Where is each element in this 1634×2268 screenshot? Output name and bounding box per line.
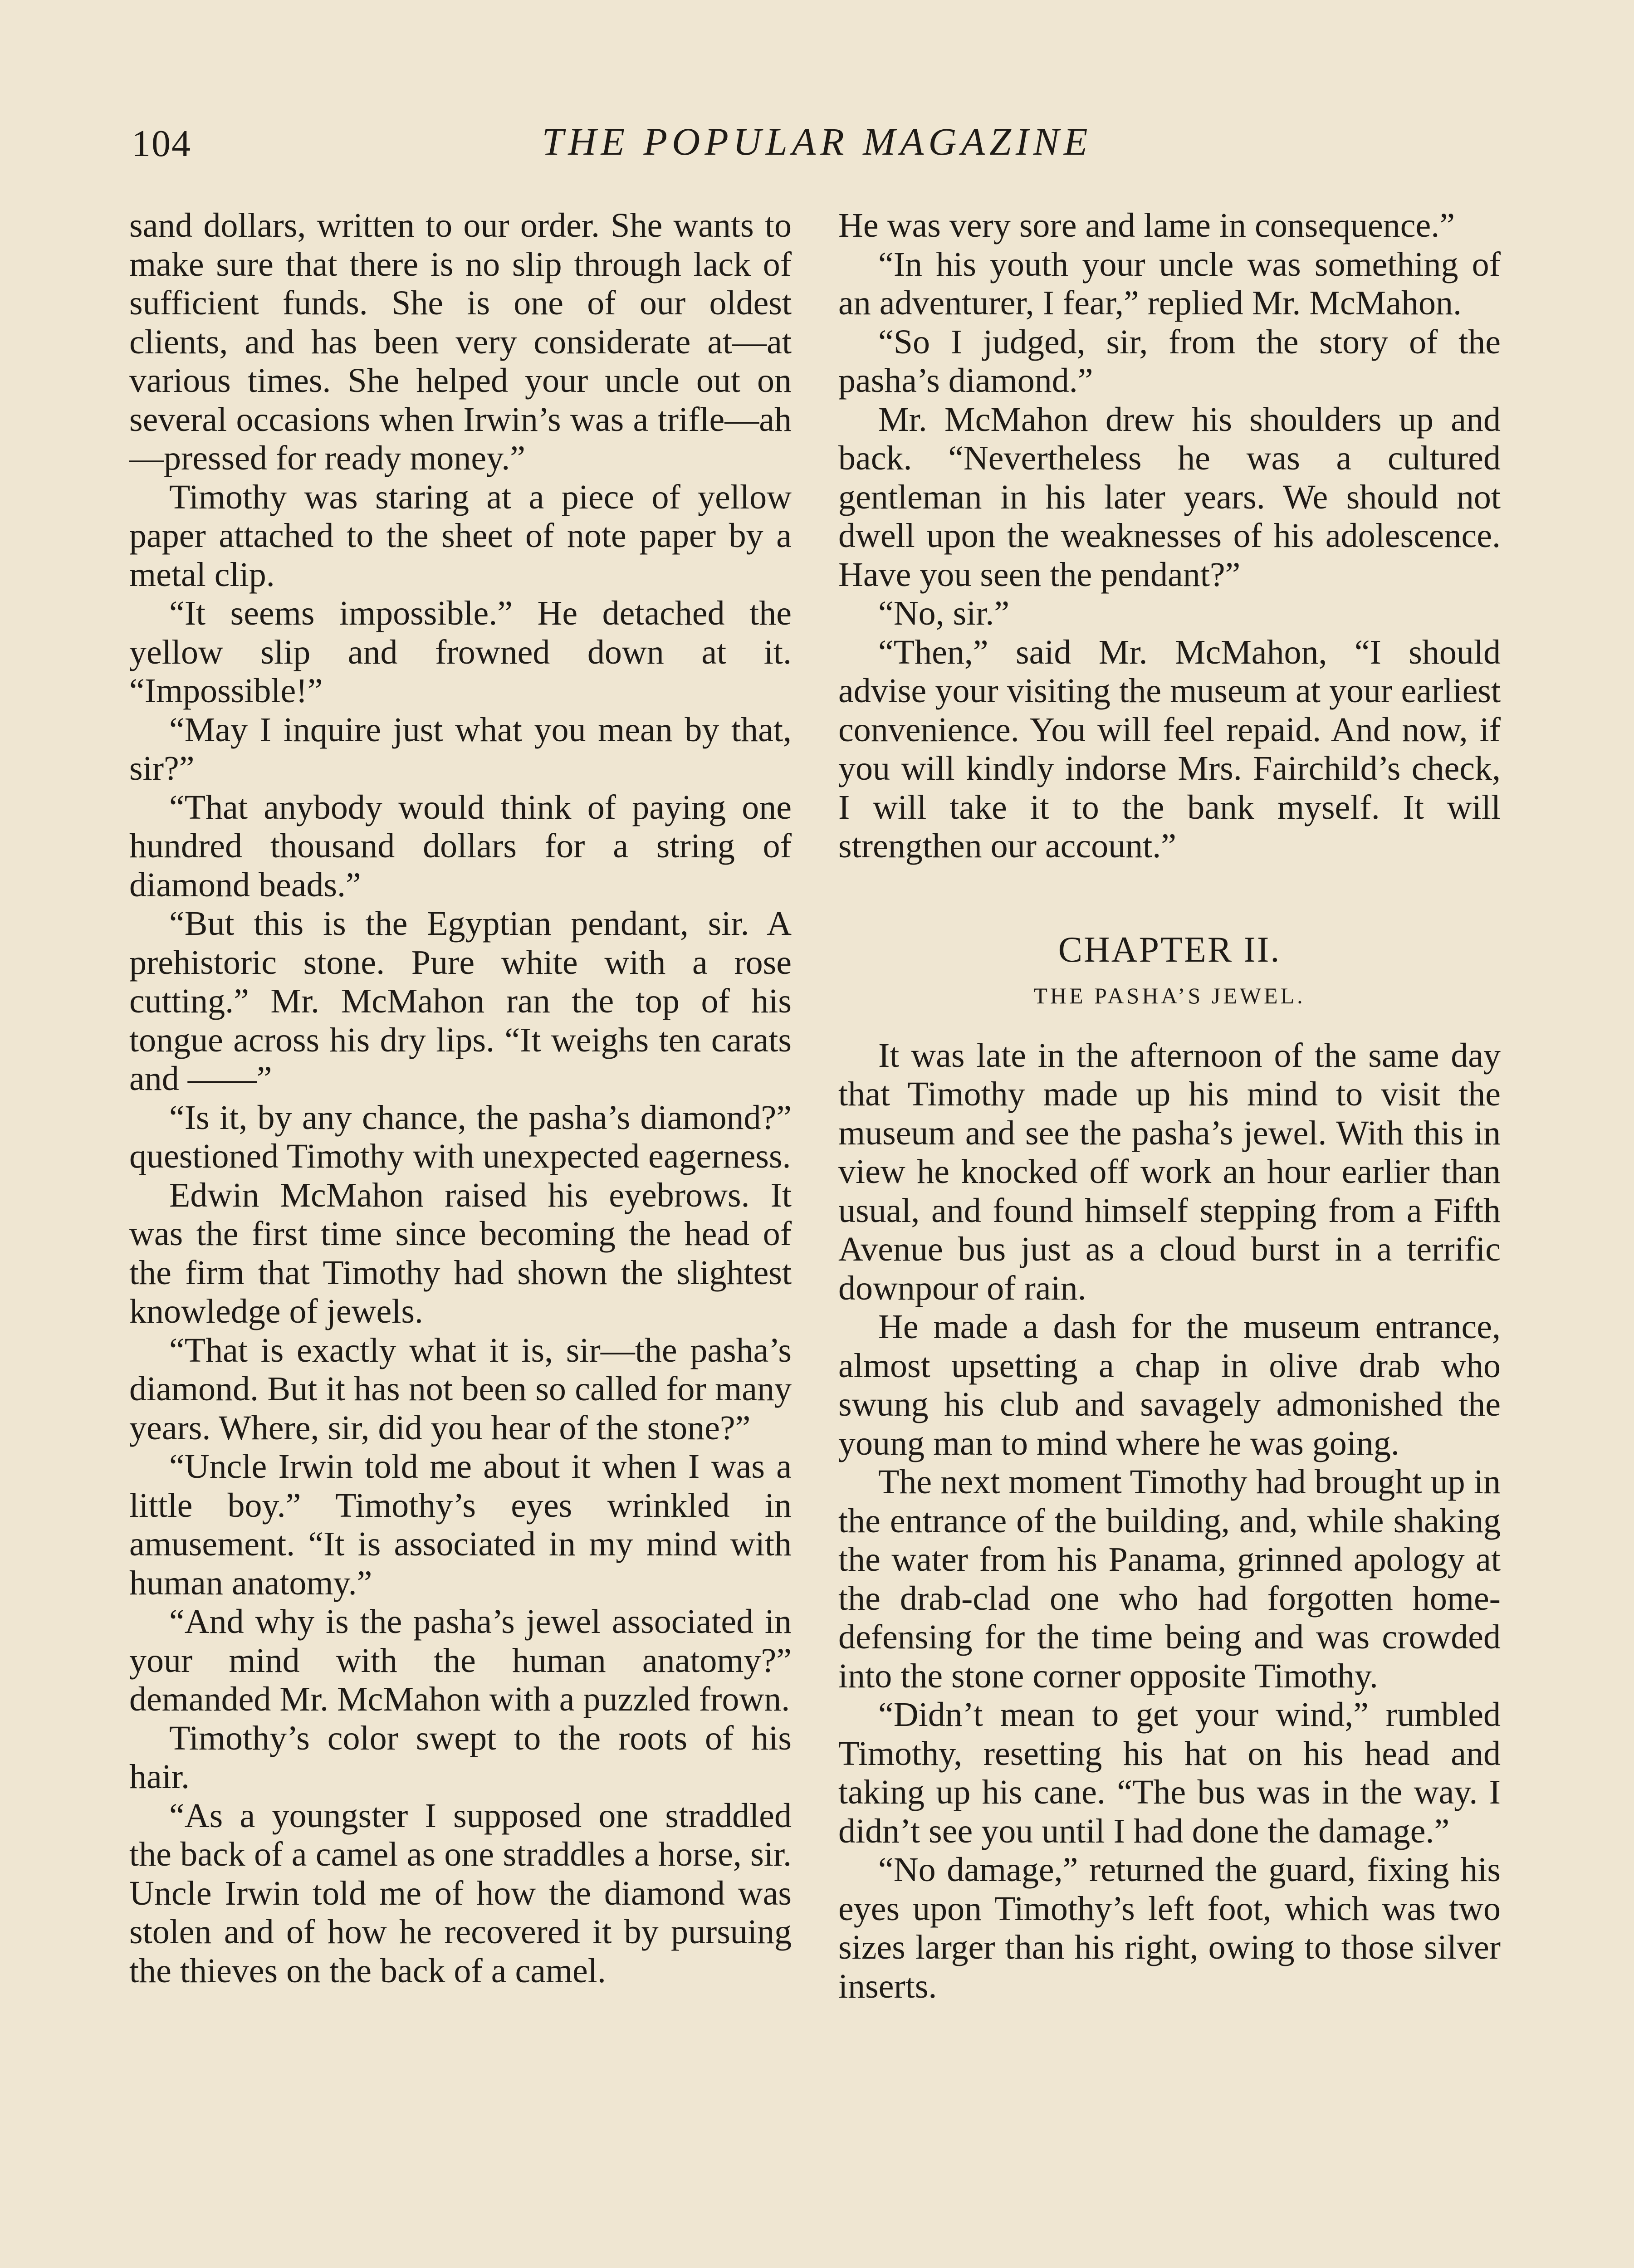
paragraph: He made a dash for the museum entrance, almost upsetting a chap in olive drab who swung his club and savagely admonished the young man to mind where he was going.: [838, 1308, 1501, 1462]
paragraph: It was late in the afternoon of the same day that Timothy made up his mind to visit the museum and see the pasha’s jewel. With this in view he knocked off work an hour earlier than usual, and found himself stepping from a Fifth Avenue bus just as a cloud burst in a terrific downpour of rain.: [838, 1036, 1501, 1307]
right-column: [838, 206, 1501, 2006]
paragraph: “It seems impossible.” He detached the yellow slip and frowned down at it. “Impossible!”: [129, 594, 792, 710]
paragraph: “Is it, by any chance, the pasha’s diamond?” questioned Timothy with unexpected eagerness.: [129, 1098, 792, 1175]
page-number: 104: [132, 122, 191, 165]
running-title: THE POPULAR MAGAZINE: [542, 120, 1092, 163]
left-column: [129, 206, 792, 1990]
paragraph: Timothy’s color swept to the roots of his hair.: [129, 1719, 792, 1796]
paragraph: “That is exactly what it is, sir—the pasha’s diamond. But it has not been so called for many years. Where, sir, did you hear of the stone?”: [129, 1331, 792, 1447]
paragraph: “Didn’t mean to get your wind,” rumbled Timothy, resetting his hat on his head and taking up his cane. “The bus was in the way. I didn’t see you until I had done the damage.”: [838, 1696, 1501, 1850]
paragraph: “Then,” said Mr. McMahon, “I should advise your visiting the museum at your earliest convenience. You will feel repaid. And now, if you will kindly indorse Mrs. Fairchild’s check, I will take it to the bank myself. It will strengthen our account.”: [838, 633, 1501, 865]
paragraph: “Uncle Irwin told me about it when I was a little boy.” Timothy’s eyes wrinkled in amusement. “It is associated in my mind with human anatomy.”: [129, 1447, 792, 1602]
paragraph: sand dollars, written to our order. She wants to make sure that there is no slip through lack of sufficient funds. She is one of our oldest clients, and has been very considerate at—at various times. She helped your uncle out on several occasions when Irwin’s was a trifle—ah—pressed for ready money.”: [129, 206, 792, 477]
paragraph: Edwin McMahon raised his eyebrows. It was the first time since becoming the head of the firm that Timothy had shown the slightest knowledge of jewels.: [129, 1176, 792, 1330]
paragraph: “But this is the Egyptian pendant, sir. A prehistoric stone. Pure white with a rose cutting.” Mr. McMahon ran the top of his tongue across his dry lips. “It weighs ten carats and ——”: [129, 904, 792, 1098]
paragraph: “And why is the pasha’s jewel associated in your mind with the human anatomy?” demanded Mr. McMahon with a puzzled frown.: [129, 1603, 792, 1718]
paragraph: He was very sore and lame in consequence.”: [838, 206, 1455, 244]
paragraph: Mr. McMahon drew his shoulders up and back. “Nevertheless he was a cultured gentleman in his later years. We should not dwell upon the weaknesses of his adolescence. Have you seen the pendant?”: [838, 400, 1501, 594]
paragraph: “So I judged, sir, from the story of the pasha’s diamond.”: [838, 323, 1501, 400]
paragraph: “No damage,” returned the guard, fixing his eyes upon Timothy’s left foot, which was two sizes larger than his right, owing to those silver inserts.: [838, 1851, 1501, 2005]
paragraph: The next moment Timothy had brought up in the entrance of the building, and, while shaking the water from his Panama, grinned apology at the drab-clad one who had forgotten home-defensing for the time being and was crowded into the stone corner opposite Timothy.: [838, 1463, 1501, 1695]
chapter-title: CHAPTER II.: [1058, 929, 1281, 970]
chapter-subtitle: THE PASHA’S JEWEL.: [1033, 982, 1306, 1008]
paragraph: “No, sir.”: [878, 594, 1010, 632]
paragraph: Timothy was staring at a piece of yellow paper attached to the sheet of note paper by a metal clip.: [129, 478, 792, 594]
paragraph: “That anybody would think of paying one hundred thousand dollars for a string of diamond beads.”: [129, 788, 792, 904]
paragraph: “As a youngster I supposed one straddled the back of a camel as one straddles a horse, sir. Uncle Irwin told me of how the diamond was stolen and of how he recovered it by pursuing the thieves on the back of a camel.: [129, 1796, 792, 1990]
paragraph: “In his youth your uncle was something of an adventurer, I fear,” replied Mr. McMahon.: [838, 245, 1501, 322]
paragraph: “May I inquire just what you mean by that, sir?”: [129, 710, 792, 787]
